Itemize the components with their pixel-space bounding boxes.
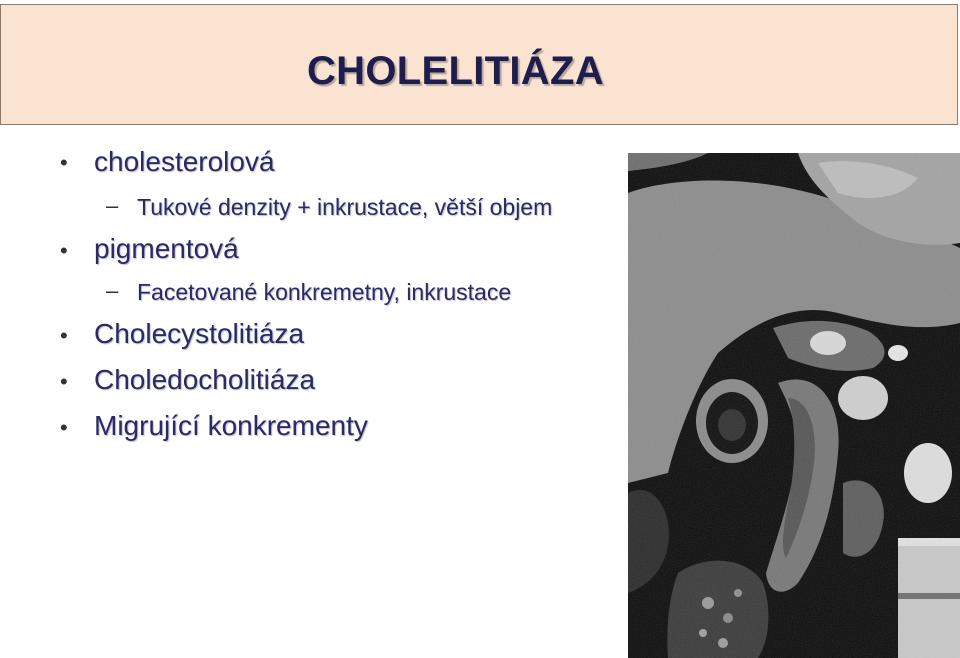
- bullet-icon: •: [60, 369, 68, 394]
- bullet-icon: •: [60, 150, 68, 175]
- list-item: Cholecystolitiáza: [94, 318, 305, 349]
- slide-title: CHOLELITIÁZA: [307, 49, 604, 93]
- dash-icon: –: [106, 193, 119, 218]
- bullet-icon: •: [60, 415, 68, 440]
- dash-icon: –: [106, 278, 119, 303]
- list-item: pigmentová: [94, 233, 239, 264]
- list-item: Migrující konkrementy: [94, 410, 368, 441]
- title-bar: [0, 4, 958, 125]
- bullet-icon: •: [60, 323, 68, 348]
- list-item: cholesterolová: [94, 146, 275, 177]
- list-item: Choledocholitiáza: [94, 364, 316, 395]
- bullet-icon: •: [60, 238, 68, 263]
- list-subitem: Tukové denzity + inkrustace, větší objem: [137, 194, 553, 220]
- ct-scan-abdomen-image: [628, 153, 960, 658]
- list-subitem: Facetované konkremetny, inkrustace: [137, 279, 512, 305]
